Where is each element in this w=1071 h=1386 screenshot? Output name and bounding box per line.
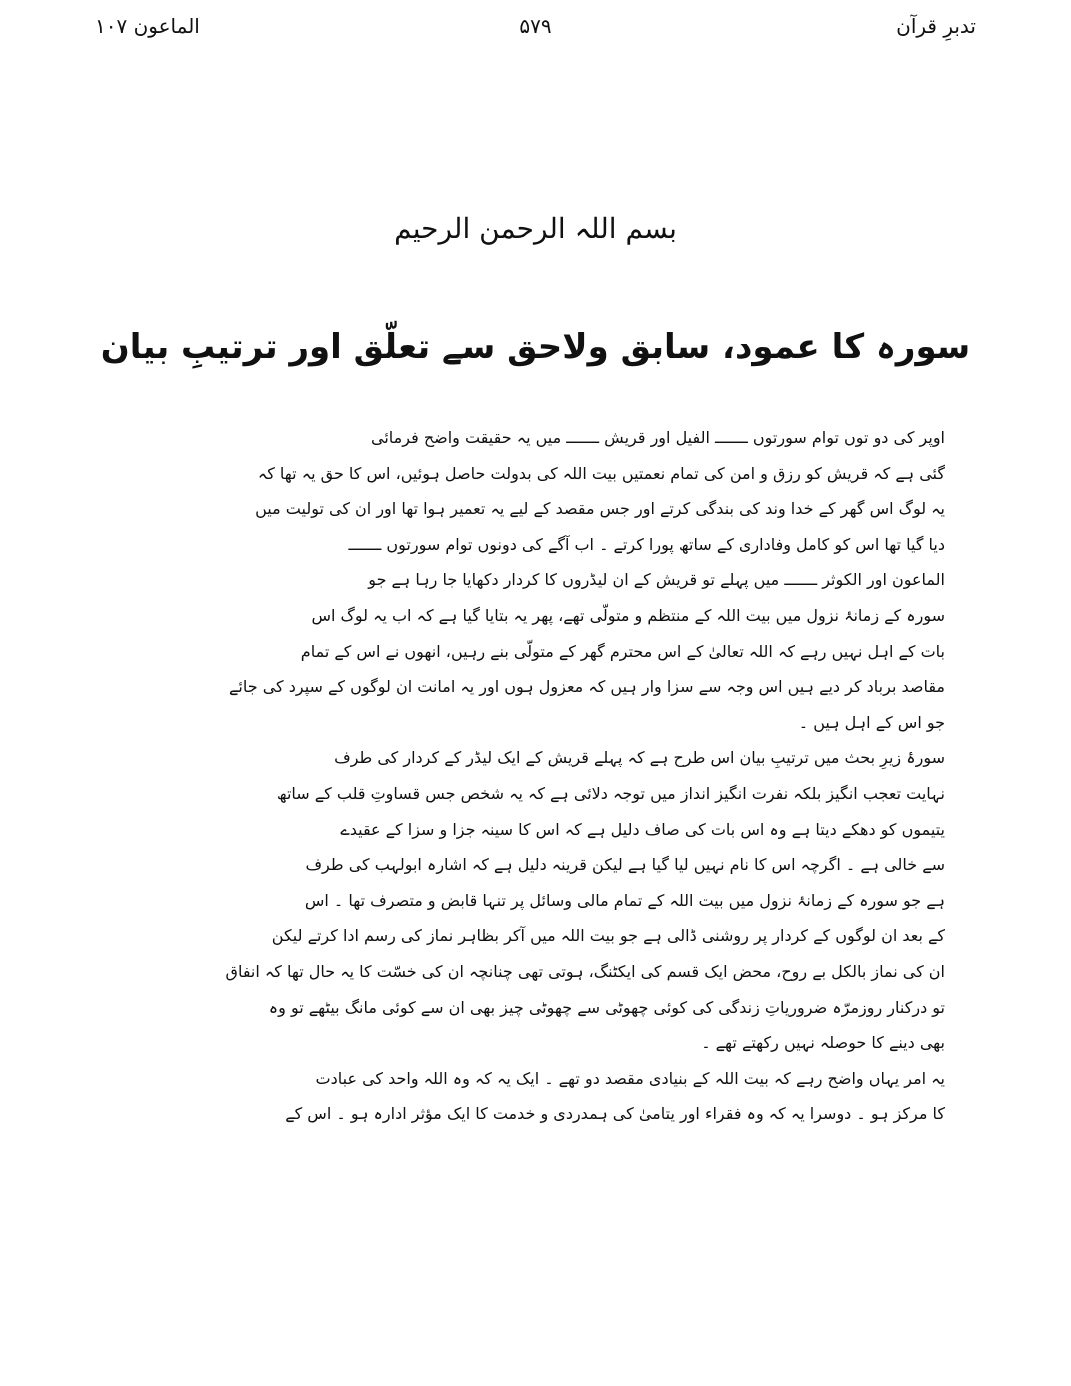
running-header [95,14,976,54]
text-line: جو اس کے اہل ہیں ۔ [798,712,945,732]
text-line: تو درکنار روزمرّہ ضروریاتِ زندگی کی کوئی چھوٹی سے چھوٹی چیز بھی ان سے کوئی مانگ بیٹھے تو وہ [268,997,945,1017]
text-line: دیا گیا تھا اس کو کامل وفاداری کے ساتھ پورا کرتے ۔ اب آگے کی دونوں توام سورتوں ـــــــ [348,534,945,554]
text-line: سے خالی ہے ۔ اگرچہ اس کا نام نہیں لیا گیا ہے لیکن قرینہ دلیل ہے کہ اشارہ ابولہب کی طرف [305,855,945,875]
bismillah-calligraphy: بسم اللہ الرحمن الرحیم [394,212,677,245]
text-line: الماعون اور الکوثر ـــــــ میں پہلے تو قریش کے ان لیڈروں کا کردار دکھایا جا رہا ہے جو [368,570,945,590]
text-line: گئی ہے کہ قریش کو رزق و امن کی تمام نعمتیں بیت اللہ کی بدولت حاصل ہوئیں، اس کا حق یہ تھا کہ [257,463,945,483]
text-line: یہ لوگ اس گھر کے خدا وند کی بندگی کرتے اور جس مقصد کے لیے یہ تعمیر ہوا تھا اور ان کی تولیت میں [255,499,945,519]
text-line: ان کی نماز بالکل بے روح، محض ایک قسم کی ایکٹنگ، ہوتی تھی چنانچہ ان کی خسّت کا یہ حال تھا کہ انفاق [225,961,945,981]
text-line: مقاصد برباد کر دیے ہیں اس وجہ سے سزا وار ہیں کہ معزول ہوں اور یہ امانت ان لوگوں کے سپرد کی جائے [229,677,945,697]
page-number: ۵۷۹ [519,14,552,38]
text-line: یہ امر یہاں واضح رہے کہ بیت اللہ کے بنیادی مقصد دو تھے ۔ ایک یہ کہ وہ اللہ واحد کی عبادت [315,1068,945,1088]
text-line: ہے جو سورہ کے زمانۂ نزول میں بیت اللہ کے تمام مالی وسائل پر تنہا قابض و متصرف تھا ۔ اس [304,890,945,910]
text-line: بات کے اہل نہیں رہے کہ اللہ تعالیٰ کے اس محترم گھر کے متولّی بنے رہیں، انھوں نے اس کے تمام [300,641,945,661]
text-line: اوپر کی دو توں توام سورتوں ـــــــ الفیل اور قریش ـــــــ میں یہ حقیقت واضح فرمائی [371,428,945,447]
text-line: نہایت تعجب انگیز بلکہ نفرت انگیز انداز میں توجہ دلائی ہے کہ یہ شخص جس قساوتِ قلب کے ساتھ [276,783,945,803]
section-heading: سورہ کا عمود، سابق ولاحق سے تعلّق اور ترتیبِ بیان [100,327,971,367]
book-title: تدبرِ قرآن [896,14,976,38]
body-text [185,420,945,1132]
paragraph-1 [185,420,945,740]
text-line: کا مرکز ہو ۔ دوسرا یہ کہ وہ فقراء اور یتامیٰ کی ہمدردی و خدمت کا ایک مؤثر ادارہ ہو ۔ اس کے [285,1104,945,1124]
text-line: بھی دینے کا حوصلہ نہیں رکھتے تھے ۔ [701,1033,945,1053]
paragraph-3 [185,1061,945,1132]
text-line: یتیموں کو دھکے دیتا ہے وہ اس بات کی صاف دلیل ہے کہ اس کا سینہ جزا و سزا کے عقیدے [340,819,945,839]
text-line: سورہ کے زمانۂ نزول میں بیت اللہ کے منتظم و متولّی تھے، پھر یہ بتایا گیا ہے کہ اب یہ لوگ اس [311,605,945,625]
paragraph-2 [185,740,945,1060]
text-line: سورۂ زیرِ بحث میں ترتیبِ بیان اس طرح ہے کہ پہلے قریش کے ایک لیڈر کے کردار کی طرف [334,748,945,768]
surah-label: الماعون ۱۰۷ [95,14,200,38]
text-line: کے بعد ان لوگوں کے کردار پر روشنی ڈالی ہے جو بیت اللہ میں آکر بظاہر نماز کی رسم ادا کرتے لیکن [271,926,945,946]
